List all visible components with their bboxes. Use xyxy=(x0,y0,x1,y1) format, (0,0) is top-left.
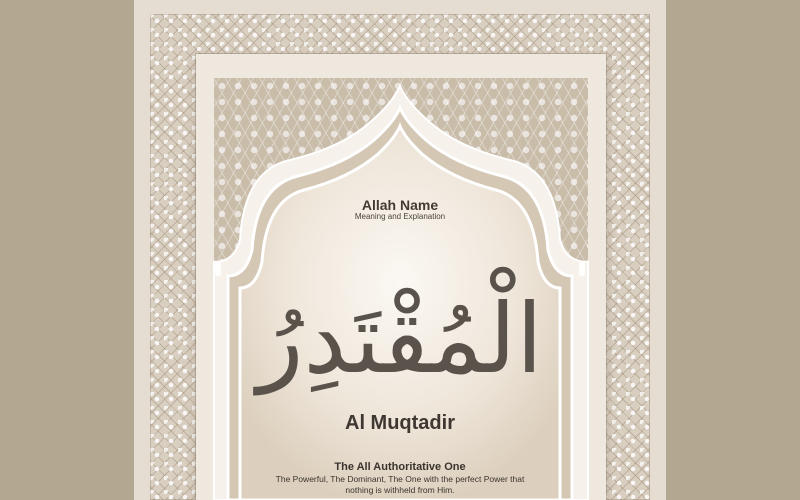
header-subtitle: Meaning and Explanation xyxy=(354,212,446,221)
meaning-description: The Powerful, The Dominant, The One with the perfect Power that nothing is withheld from Him. xyxy=(275,474,525,495)
header-title: Allah Name xyxy=(361,197,439,213)
meaning-title: The All Authoritative One xyxy=(334,461,466,473)
arabic-name: الْمُقْتَدِرُ xyxy=(257,283,543,395)
name-transliteration: Al Muqtadir xyxy=(345,412,455,434)
